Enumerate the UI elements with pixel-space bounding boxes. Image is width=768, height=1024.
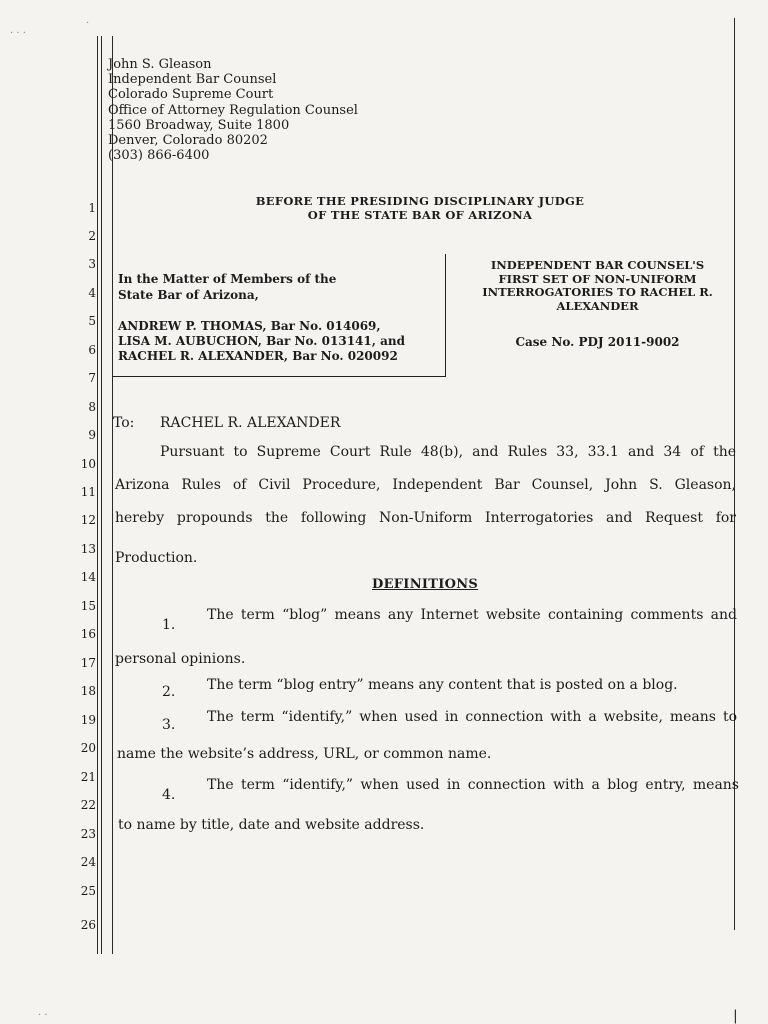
- document-title-line: FIRST SET OF NON-UNIFORM: [498, 271, 697, 286]
- intro-paragraph-line: hereby propounds the following Non-Uniform Interrogatories and Request for: [115, 510, 736, 526]
- line-number: 15: [80, 599, 96, 613]
- document-title-line: INTERROGATORIES TO RACHEL R.: [482, 285, 713, 299]
- definitions-heading: DEFINITIONS: [372, 577, 479, 592]
- attorney-phone: (303) 866-6400: [108, 148, 210, 164]
- definition-text: The term “blog” means any Internet website containing comments and: [207, 607, 737, 623]
- line-number: 3: [88, 257, 96, 271]
- line-number: 26: [80, 918, 96, 932]
- court-title-line: BEFORE THE PRESIDING DISCIPLINARY JUDGE: [255, 194, 585, 208]
- definition-text: to name by title, date and website address.: [118, 817, 425, 833]
- definition-number: 2.: [162, 684, 176, 700]
- definition-text: The term “identify,” when used in connection with a website, means to: [207, 709, 737, 725]
- line-number: 23: [80, 827, 96, 841]
- line-number: 7: [88, 371, 96, 385]
- definition-number: 3.: [162, 717, 176, 733]
- scan-mark: · · ·: [10, 28, 26, 39]
- to-name: RACHEL R. ALEXANDER: [160, 415, 341, 431]
- line-number: 13: [80, 542, 96, 556]
- line-number: 16: [80, 627, 96, 641]
- line-number: 5: [88, 314, 96, 328]
- line-number: 18: [80, 684, 96, 698]
- line-number: 1: [88, 201, 96, 215]
- caption-respondent: RACHEL R. ALEXANDER, Bar No. 020092: [118, 349, 398, 363]
- line-number: 11: [80, 485, 96, 499]
- scan-mark: · ·: [38, 1010, 48, 1021]
- caption-matter-line: In the Matter of Members of the: [118, 272, 337, 286]
- scan-mark: |: [733, 1008, 738, 1024]
- line-number: 22: [80, 798, 96, 812]
- scan-mark: ·: [86, 18, 90, 29]
- line-number: 8: [88, 400, 96, 414]
- attorney-street: 1560 Broadway, Suite 1800: [108, 117, 290, 133]
- attorney-city: Denver, Colorado 80202: [108, 133, 268, 149]
- document-title-line: ALEXANDER: [556, 298, 639, 313]
- right-margin-rule: [734, 18, 735, 930]
- attorney-office: Office of Attorney Regulation Counsel: [108, 102, 358, 118]
- line-number: 10: [80, 457, 96, 471]
- case-number: Case No. PDJ 2011-9002: [515, 335, 680, 349]
- attorney-title: Independent Bar Counsel: [108, 72, 277, 88]
- attorney-header: [108, 57, 358, 163]
- attorney-name: John S. Gleason: [108, 57, 212, 72]
- line-number: 2: [88, 229, 96, 243]
- caption-respondent: ANDREW P. THOMAS, Bar No. 014069,: [118, 319, 381, 333]
- intro-paragraph-line: Pursuant to Supreme Court Rule 48(b), and Rules 33, 33.1 and 34 of the: [160, 444, 736, 460]
- definition-text: personal opinions.: [115, 651, 246, 667]
- line-number: 24: [80, 855, 96, 869]
- definition-text: The term “blog entry” means any content that is posted on a blog.: [207, 677, 678, 693]
- line-number: 14: [80, 570, 96, 584]
- intro-paragraph-line: Production.: [115, 550, 198, 566]
- caption-matter-line: State Bar of Arizona,: [118, 288, 259, 302]
- attorney-court: Colorado Supreme Court: [108, 87, 274, 103]
- line-number: 9: [88, 428, 96, 442]
- court-title: [215, 194, 625, 222]
- line-number: 25: [80, 884, 96, 898]
- caption-respondent: LISA M. AUBUCHON, Bar No. 013141, and: [118, 334, 406, 348]
- line-number: 6: [88, 343, 96, 357]
- left-margin-rule: [112, 36, 113, 954]
- definition-text: name the website’s address, URL, or common name.: [117, 746, 492, 762]
- line-number: 20: [80, 741, 96, 755]
- document-title-line: INDEPENDENT BAR COUNSEL'S: [490, 258, 705, 272]
- left-margin-rule: [97, 36, 98, 954]
- definition-number: 1.: [162, 617, 176, 633]
- left-margin-rule: [101, 36, 102, 954]
- definition-text: The term “identify,” when used in connection with a blog entry, means: [207, 777, 739, 793]
- to-label: To:: [113, 415, 135, 431]
- court-title-line: OF THE STATE BAR OF ARIZONA: [307, 208, 533, 222]
- line-number: 21: [80, 770, 96, 784]
- definition-number: 4.: [162, 787, 176, 803]
- intro-paragraph-line: Arizona Rules of Civil Procedure, Independent Bar Counsel, John S. Gleason,: [115, 477, 736, 493]
- document-title: [455, 259, 740, 313]
- line-number: 19: [80, 713, 96, 727]
- line-number: 4: [88, 286, 96, 300]
- line-number: 17: [80, 656, 96, 670]
- line-number: 12: [80, 513, 96, 527]
